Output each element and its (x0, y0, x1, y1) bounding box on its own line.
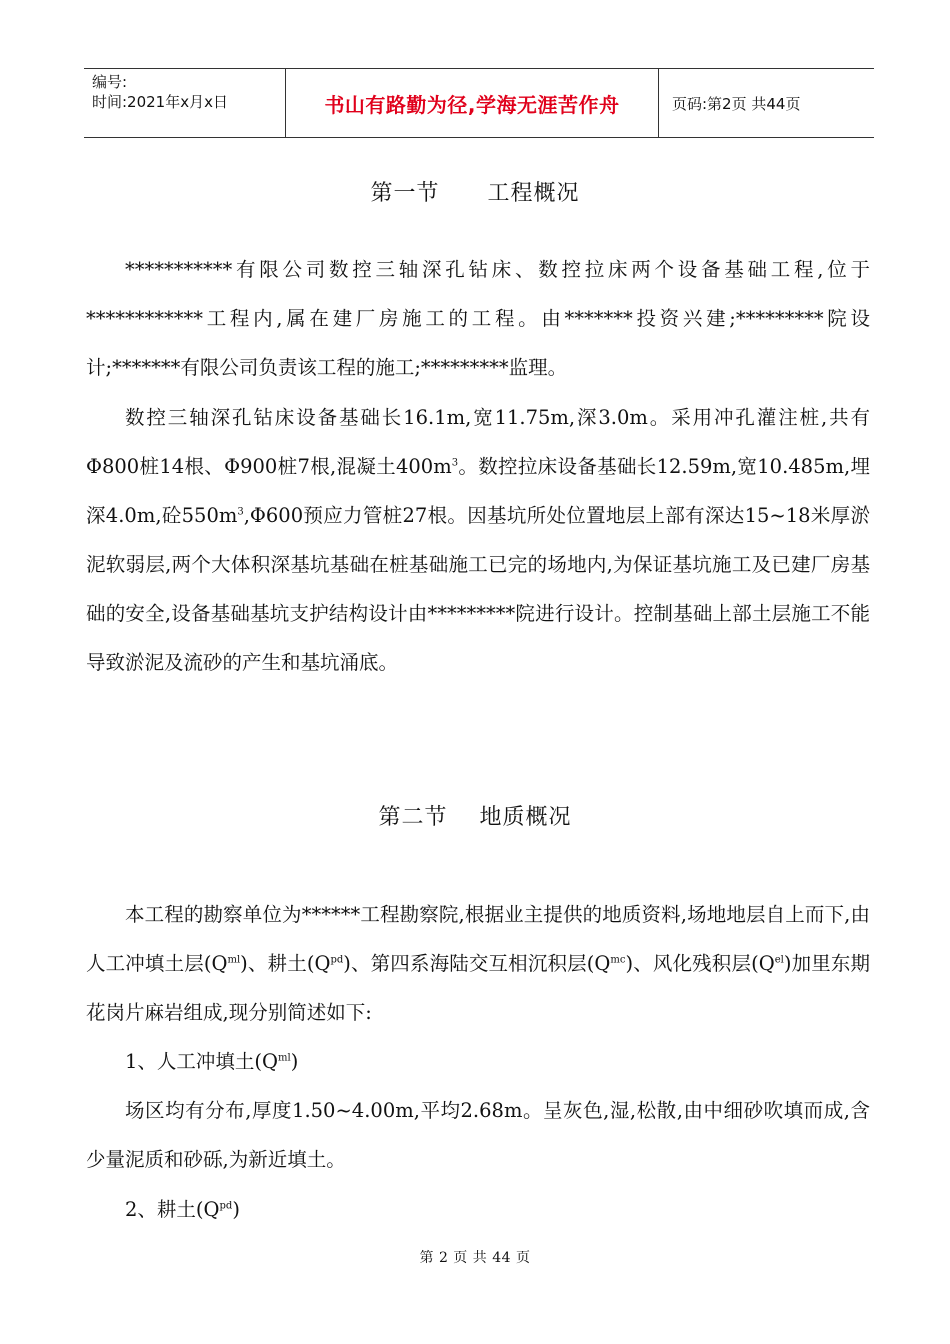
header-meta (84, 69, 284, 137)
header-page-info: 页码:第2页 共44页 (672, 94, 801, 113)
header-motto: 书山有路勤为径,学海无涯苦作舟 (285, 69, 659, 137)
section2-title: 第二节 地质概况 (378, 805, 572, 830)
item-2-heading: 2、耕土$(Q^{pd})$ (125, 1198, 240, 1221)
section2-paragraph-1: 本工程的勘察单位为******工程勘察院,根据业主提供的地质资料,场地地层自上而下,由人工冲填土层$(Q^{ml})$、耕土$(Q^{pd})$、第四系海陆交互相沉积层$(Q^{mc})$、风化残积层$(Q^{el})$加里东期花岗片麻岩组成,现分别简述如下: (86, 903, 871, 1024)
section1-paragraph-1: ***********有限公司数控三轴深孔钻床、数控拉床两个设备基础工程,位于************工程内,属在建厂房施工的工程。由*******投资兴建;*********院设计;*******有限公司负责该工程的施工;*********监理。 (86, 258, 870, 379)
item-1-text: 场区均有分布,厚度1.50~4.00m,平均2.68m。呈灰色,湿,松散,由中细砂吹填而成,含少量泥质和砂砾,为新近填土。 (86, 1099, 870, 1171)
code-label: 编号: (92, 73, 128, 91)
time-label: 时间:2021年x月x日 (92, 93, 228, 111)
item-1-heading: 1、人工冲填土$(Q^{ml})$ (125, 1050, 299, 1073)
section1-paragraph-2: 数控三轴深孔钻床设备基础长16.1m,宽11.75m,深3.0m。采用冲孔灌注桩,共有Φ800桩14根、Φ900桩7根,混凝土$400m^3$。数控拉床设备基础长12.59m,宽10.485m,埋深4.0m,砼$550m^3,\Phi 600$预应力管桩27根。因基坑所处位置地层上部有深达15~18米厚淤泥软弱层,两个大体积深基坑基础在桩基础施工已完的场地内,为保证基坑施工及已建厂房基础的安全,设备基础基坑支护结构设计由*********院进行设计。控制基础上部土层施工不能导致淤泥及流砂的产生和基坑涌底。 (86, 406, 870, 674)
page-footer: 第 2 页 共 44 页 (419, 1250, 531, 1266)
page-header (84, 68, 874, 138)
section1-title: 第一节 工程概况 (370, 181, 580, 206)
